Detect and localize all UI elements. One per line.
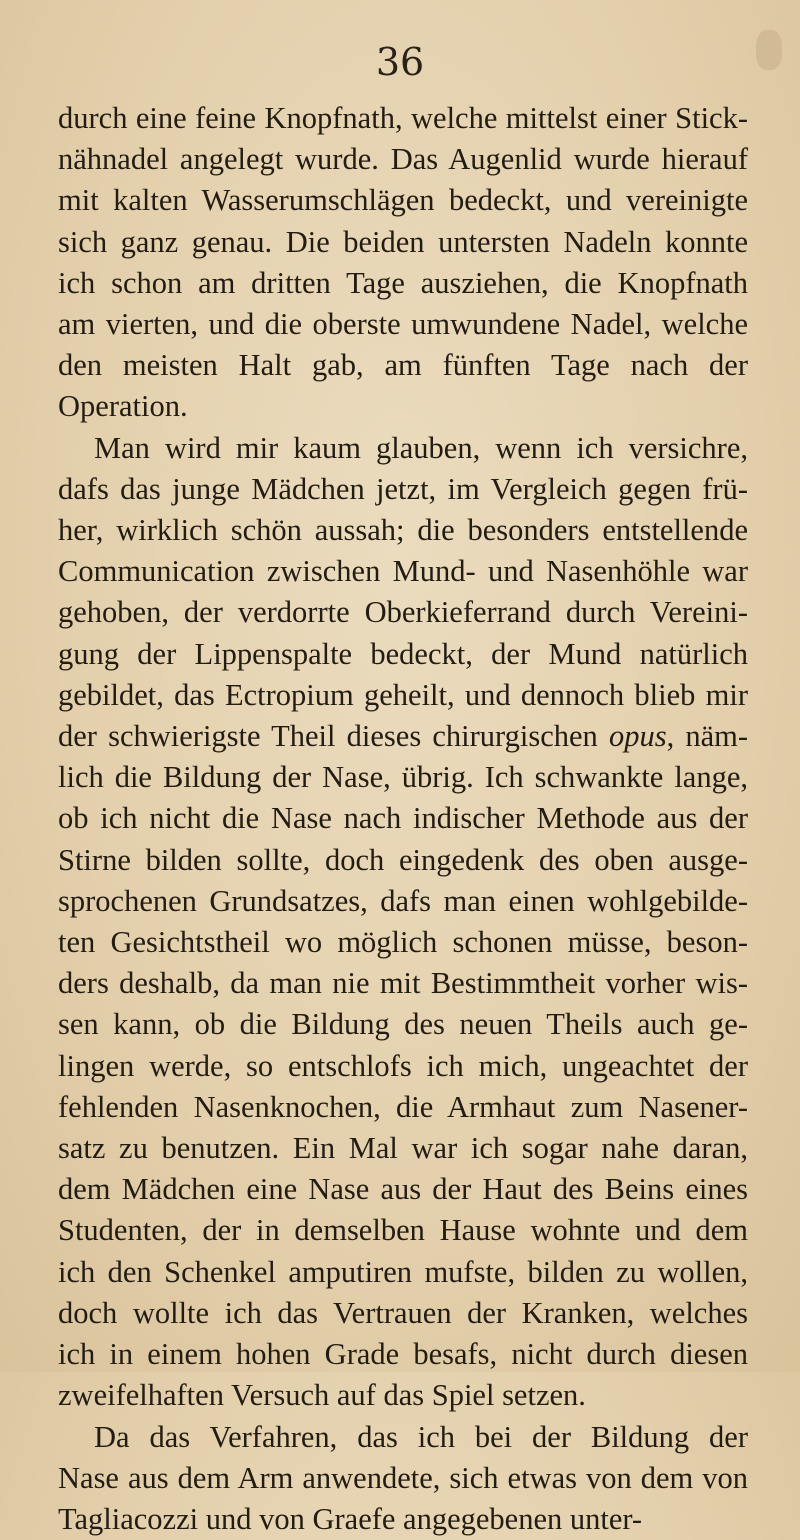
paragraph [58,428,748,1417]
text-line: sen kann, ob die Bildung des neuen Theils auch ge- [58,1004,748,1045]
text-line: lich die Bildung der Nase, übrig. Ich schwankte lange, [58,757,748,798]
text-line: ich in einem hohen Grade besafs, nicht durch diesen [58,1334,748,1375]
text-line: lingen werde, so entschlofs ich mich, ungeachtet der [58,1046,748,1087]
text-line: durch eine feine Knopfnath, welche mittelst einer Stick- [58,98,748,139]
text-line: fehlenden Nasenknochen, die Armhaut zum Nasener- [58,1087,748,1128]
text-line: gehoben, der verdorrte Oberkieferrand durch Vereini- [58,592,748,633]
text-line: doch wollte ich das Vertrauen der Kranken, welches [58,1293,748,1334]
text-line: ten Gesichtstheil wo möglich schonen müsse, beson- [58,922,748,963]
text-line: ich schon am dritten Tage ausziehen, die Knopfnath [58,263,748,304]
text-line: zweifelhaften Versuch auf das Spiel setzen. [58,1375,748,1416]
text-line: ob ich nicht die Nase nach indischer Methode aus der [58,798,748,839]
text-line: sich ganz genau. Die beiden untersten Nadeln konnte [58,222,748,263]
paragraph [58,1417,748,1540]
text-line: Man wird mir kaum glauben, wenn ich versichre, [58,428,748,469]
text-line: satz zu benutzen. Ein Mal war ich sogar nahe daran, [58,1128,748,1169]
text-line: nähnadel angelegt wurde. Das Augenlid wurde hierauf [58,139,748,180]
text-line: gebildet, das Ectropium geheilt, und dennoch blieb mir [58,675,748,716]
text-line: am vierten, und die oberste umwundene Nadel, welche [58,304,748,345]
text-line: Stirne bilden sollte, doch eingedenk des oben ausge- [58,840,748,881]
text-line: den meisten Halt gab, am fünften Tage nach der [58,345,748,386]
text-line: Da das Verfahren, das ich bei der Bildung der [58,1417,748,1458]
text-line: der schwierigste Theil dieses chirurgischen opus, näm- [58,716,748,757]
text-line: ich den Schenkel amputiren mufste, bilden zu wollen, [58,1252,748,1293]
text-line: gung der Lippenspalte bedeckt, der Mund natürlich [58,634,748,675]
text-line: ders deshalb, da man nie mit Bestimmtheit vorher wis- [58,963,748,1004]
paragraph [58,98,748,428]
text-line: Operation. [58,386,748,427]
text-line: Communication zwischen Mund- und Nasenhöhle war [58,551,748,592]
page-number: 36 [0,40,800,84]
text-line: mit kalten Wasserumschlägen bedeckt, und vereinigte [58,180,748,221]
text-line: Tagliacozzi und von Graefe angegebenen unter- [58,1499,748,1540]
text-line: Nase aus dem Arm anwendete, sich etwas von dem von [58,1458,748,1499]
body-text [58,98,748,1540]
text-line: Studenten, der in demselben Hause wohnte und dem [58,1210,748,1251]
text-line: dem Mädchen eine Nase aus der Haut des Beins eines [58,1169,748,1210]
text-line: her, wirklich schön aussah; die besonders entstellende [58,510,748,551]
text-line: sprochenen Grundsatzes, dafs man einen wohlgebilde- [58,881,748,922]
text-line: dafs das junge Mädchen jetzt, im Vergleich gegen frü- [58,469,748,510]
